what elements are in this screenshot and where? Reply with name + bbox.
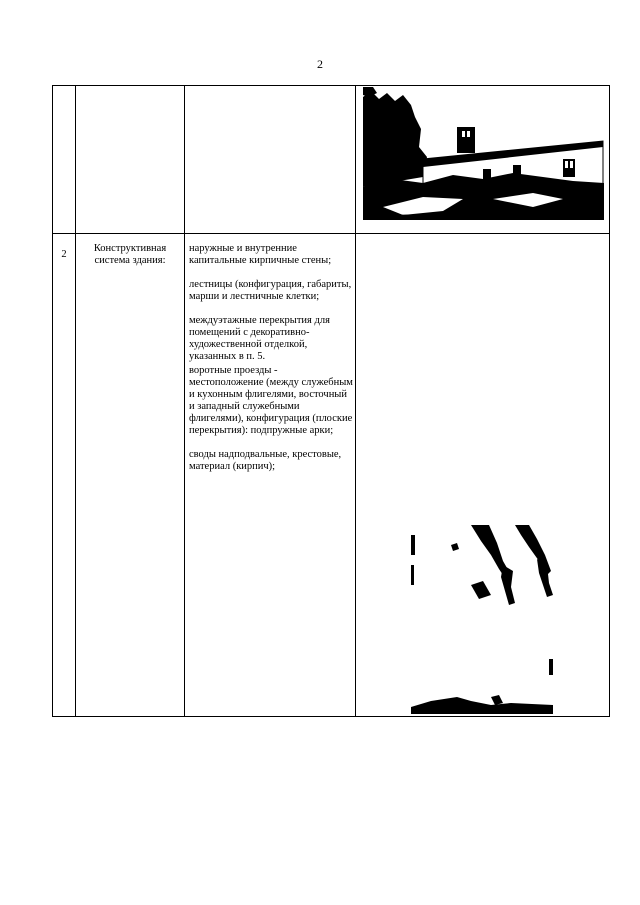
column-divider <box>355 86 356 233</box>
feature-vaults: своды надподвальные, крестовые, материал (кирпич); <box>189 449 342 472</box>
subject-features <box>189 243 353 485</box>
element-name: Конструктивная система здания: <box>93 243 167 266</box>
feature-floors: междуэтажные перекрытия для помещений с декоративно-художественной отделкой, указанных в п. 5. <box>189 315 330 362</box>
column-divider <box>75 86 76 233</box>
page-number: 2 <box>317 57 323 71</box>
feature-stairs: лестницы (конфигурация, габариты, марши и лестничные клетки; <box>189 279 352 302</box>
table-row <box>53 86 609 234</box>
column-divider <box>355 233 356 716</box>
row-number: 2 <box>61 249 67 260</box>
vault-photo <box>411 525 553 714</box>
column-divider <box>75 233 76 716</box>
feature-walls: наружные и внутренние капитальные кирпичные стены; <box>189 243 332 266</box>
column-divider <box>184 233 185 716</box>
column-divider <box>184 86 185 233</box>
table-row <box>53 233 609 716</box>
document-table <box>52 85 610 717</box>
feature-gateways: воротные проезды - местоположение (между служебным и кухонным флигелями, восточный и западный служебными флигелями), конфигурация (плоские перекрытия): подпружные арки; <box>189 365 353 436</box>
building-photo <box>363 87 604 220</box>
